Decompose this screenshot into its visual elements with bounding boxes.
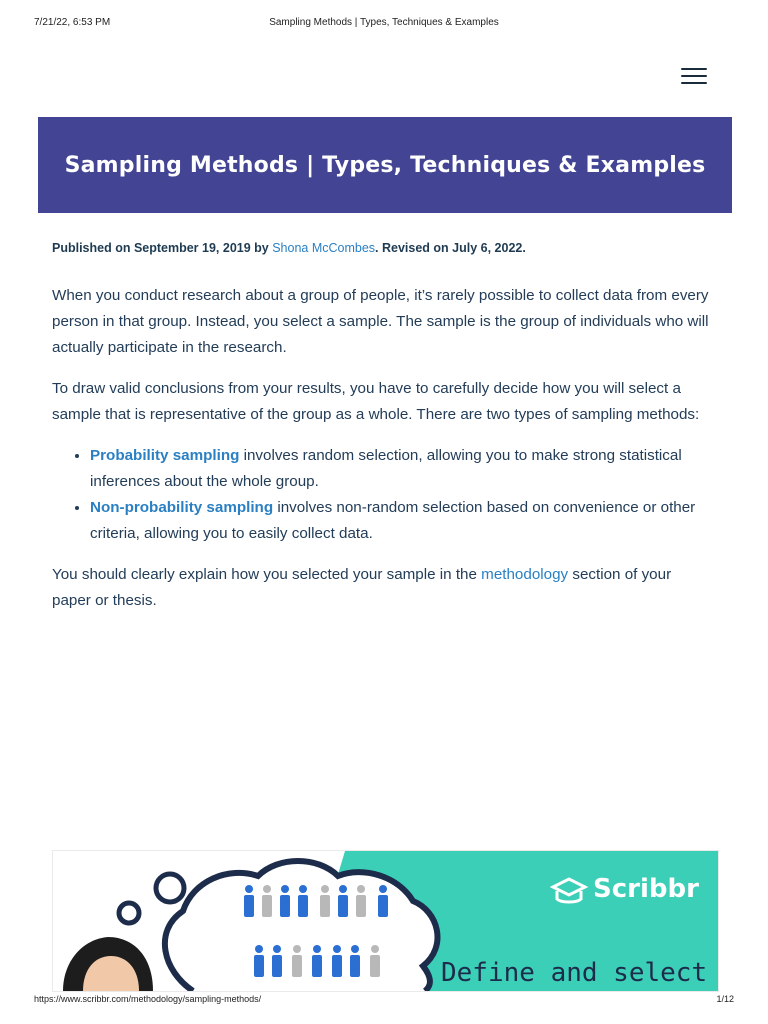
person-illustration [63, 937, 153, 991]
title-banner [38, 117, 732, 213]
methodology-link[interactable]: methodology [481, 566, 569, 583]
article-content [52, 241, 712, 629]
byline [52, 241, 712, 255]
thought-circle [156, 874, 184, 902]
non-probability-sampling-link[interactable]: Non-probability sampling [90, 499, 274, 516]
paragraph-conclusions: To draw valid conclusions from your results, you have to carefully decide how you will select a sample that is representative of the group as a whole. There are two types of sampling methods: [52, 380, 700, 423]
list-item [90, 443, 712, 495]
list-item-text: involves non-random selection based on convenience or other criteria, allowing you to easily collect data. [90, 499, 696, 542]
illustration-image [53, 851, 718, 991]
page-number: 1/12 [716, 994, 734, 1004]
byline-prefix: Published on September 19, 2019 by [52, 241, 273, 255]
page-url: https://www.scribbr.com/methodology/sampling-methods/ [34, 994, 262, 1004]
byline-suffix: . Revised on July 6, 2022. [375, 241, 526, 255]
print-datetime: 7/21/22, 6:53 PM [34, 17, 111, 28]
hamburger-menu-icon[interactable] [680, 66, 708, 86]
figure-caption: Define and select [441, 958, 708, 988]
list-item-text: involves random selection, allowing you to make strong statistical inferences about the whole group. [90, 447, 682, 490]
author-link[interactable]: Shona McCombes [272, 241, 376, 255]
print-footer [0, 994, 768, 1010]
paragraph-methodology [52, 562, 712, 614]
sampling-illustration [52, 850, 719, 992]
probability-sampling-link[interactable]: Probability sampling [90, 447, 240, 464]
paragraph-text: section of your paper or thesis. [52, 566, 672, 609]
thought-circle [119, 903, 139, 923]
brand-name: Scribbr [593, 874, 699, 904]
list-item [90, 495, 712, 547]
print-header [0, 0, 768, 44]
sampling-types-list [52, 443, 712, 547]
print-doc-title: Sampling Methods | Types, Techniques & Examples [269, 17, 499, 28]
paragraph-text: You should clearly explain how you selected your sample in the [52, 566, 482, 583]
page-title: Sampling Methods | Types, Techniques & Examples [64, 152, 706, 178]
paragraph-intro: When you conduct research about a group of people, it’s rarely possible to collect data from every person in that group. Instead, you select a sample. The sample is the group of individuals who will actually participate in the research. [52, 287, 709, 356]
